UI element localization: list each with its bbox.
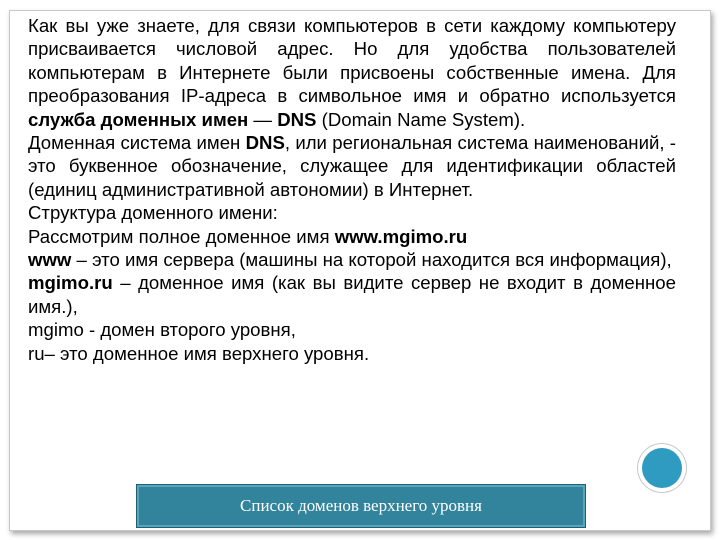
bold-dns-2: DNS	[245, 132, 285, 154]
link-button-label: Список доменов верхнего уровня	[240, 496, 482, 515]
paragraph-second-level: mgimo - домен второго уровня,	[28, 319, 296, 341]
paragraph-dns-intro: Как вы уже знаете, для связи компьютеров в сети каждому компьютеру присваивается числовой адрес. Но для удобства пользователей компьютерам в Интернете были присвоены собственные имена. Для преобразования IP-адреса в символьное имя и обратно используется служба доменных имен — DNS (Domain Name System).	[28, 15, 676, 130]
paragraph-www: www – это имя сервера (машины на которой находится вся информация),	[28, 249, 672, 271]
paragraph-dns-definition: Доменная система имен DNS, или региональная система наименований, - это буквенное обозначение, служащее для идентификации областей (единиц административной автономии) в Интернет.	[28, 132, 676, 200]
paragraph-mgimo-ru: mgimo.ru – доменное имя (как вы видите сервер не входит в доменное имя.),	[28, 272, 676, 317]
bold-www: www	[28, 249, 72, 271]
bold-mgimo-ru: mgimo.ru	[28, 272, 113, 294]
bold-full-domain: www.mgimo.ru	[334, 225, 468, 247]
paragraph-example: Рассмотрим полное доменное имя www.mgimo.ru	[28, 225, 468, 247]
paragraph-structure-heading: Структура доменного имени:	[28, 202, 278, 224]
bold-dns: DNS	[277, 108, 317, 130]
paragraph-top-level: ru– это доменное имя верхнего уровня.	[28, 342, 370, 364]
top-level-domains-link-button[interactable]	[136, 484, 586, 528]
bold-dns-service: служба доменных имен	[28, 108, 249, 130]
decorative-circle	[642, 448, 682, 488]
text-body	[28, 14, 676, 365]
